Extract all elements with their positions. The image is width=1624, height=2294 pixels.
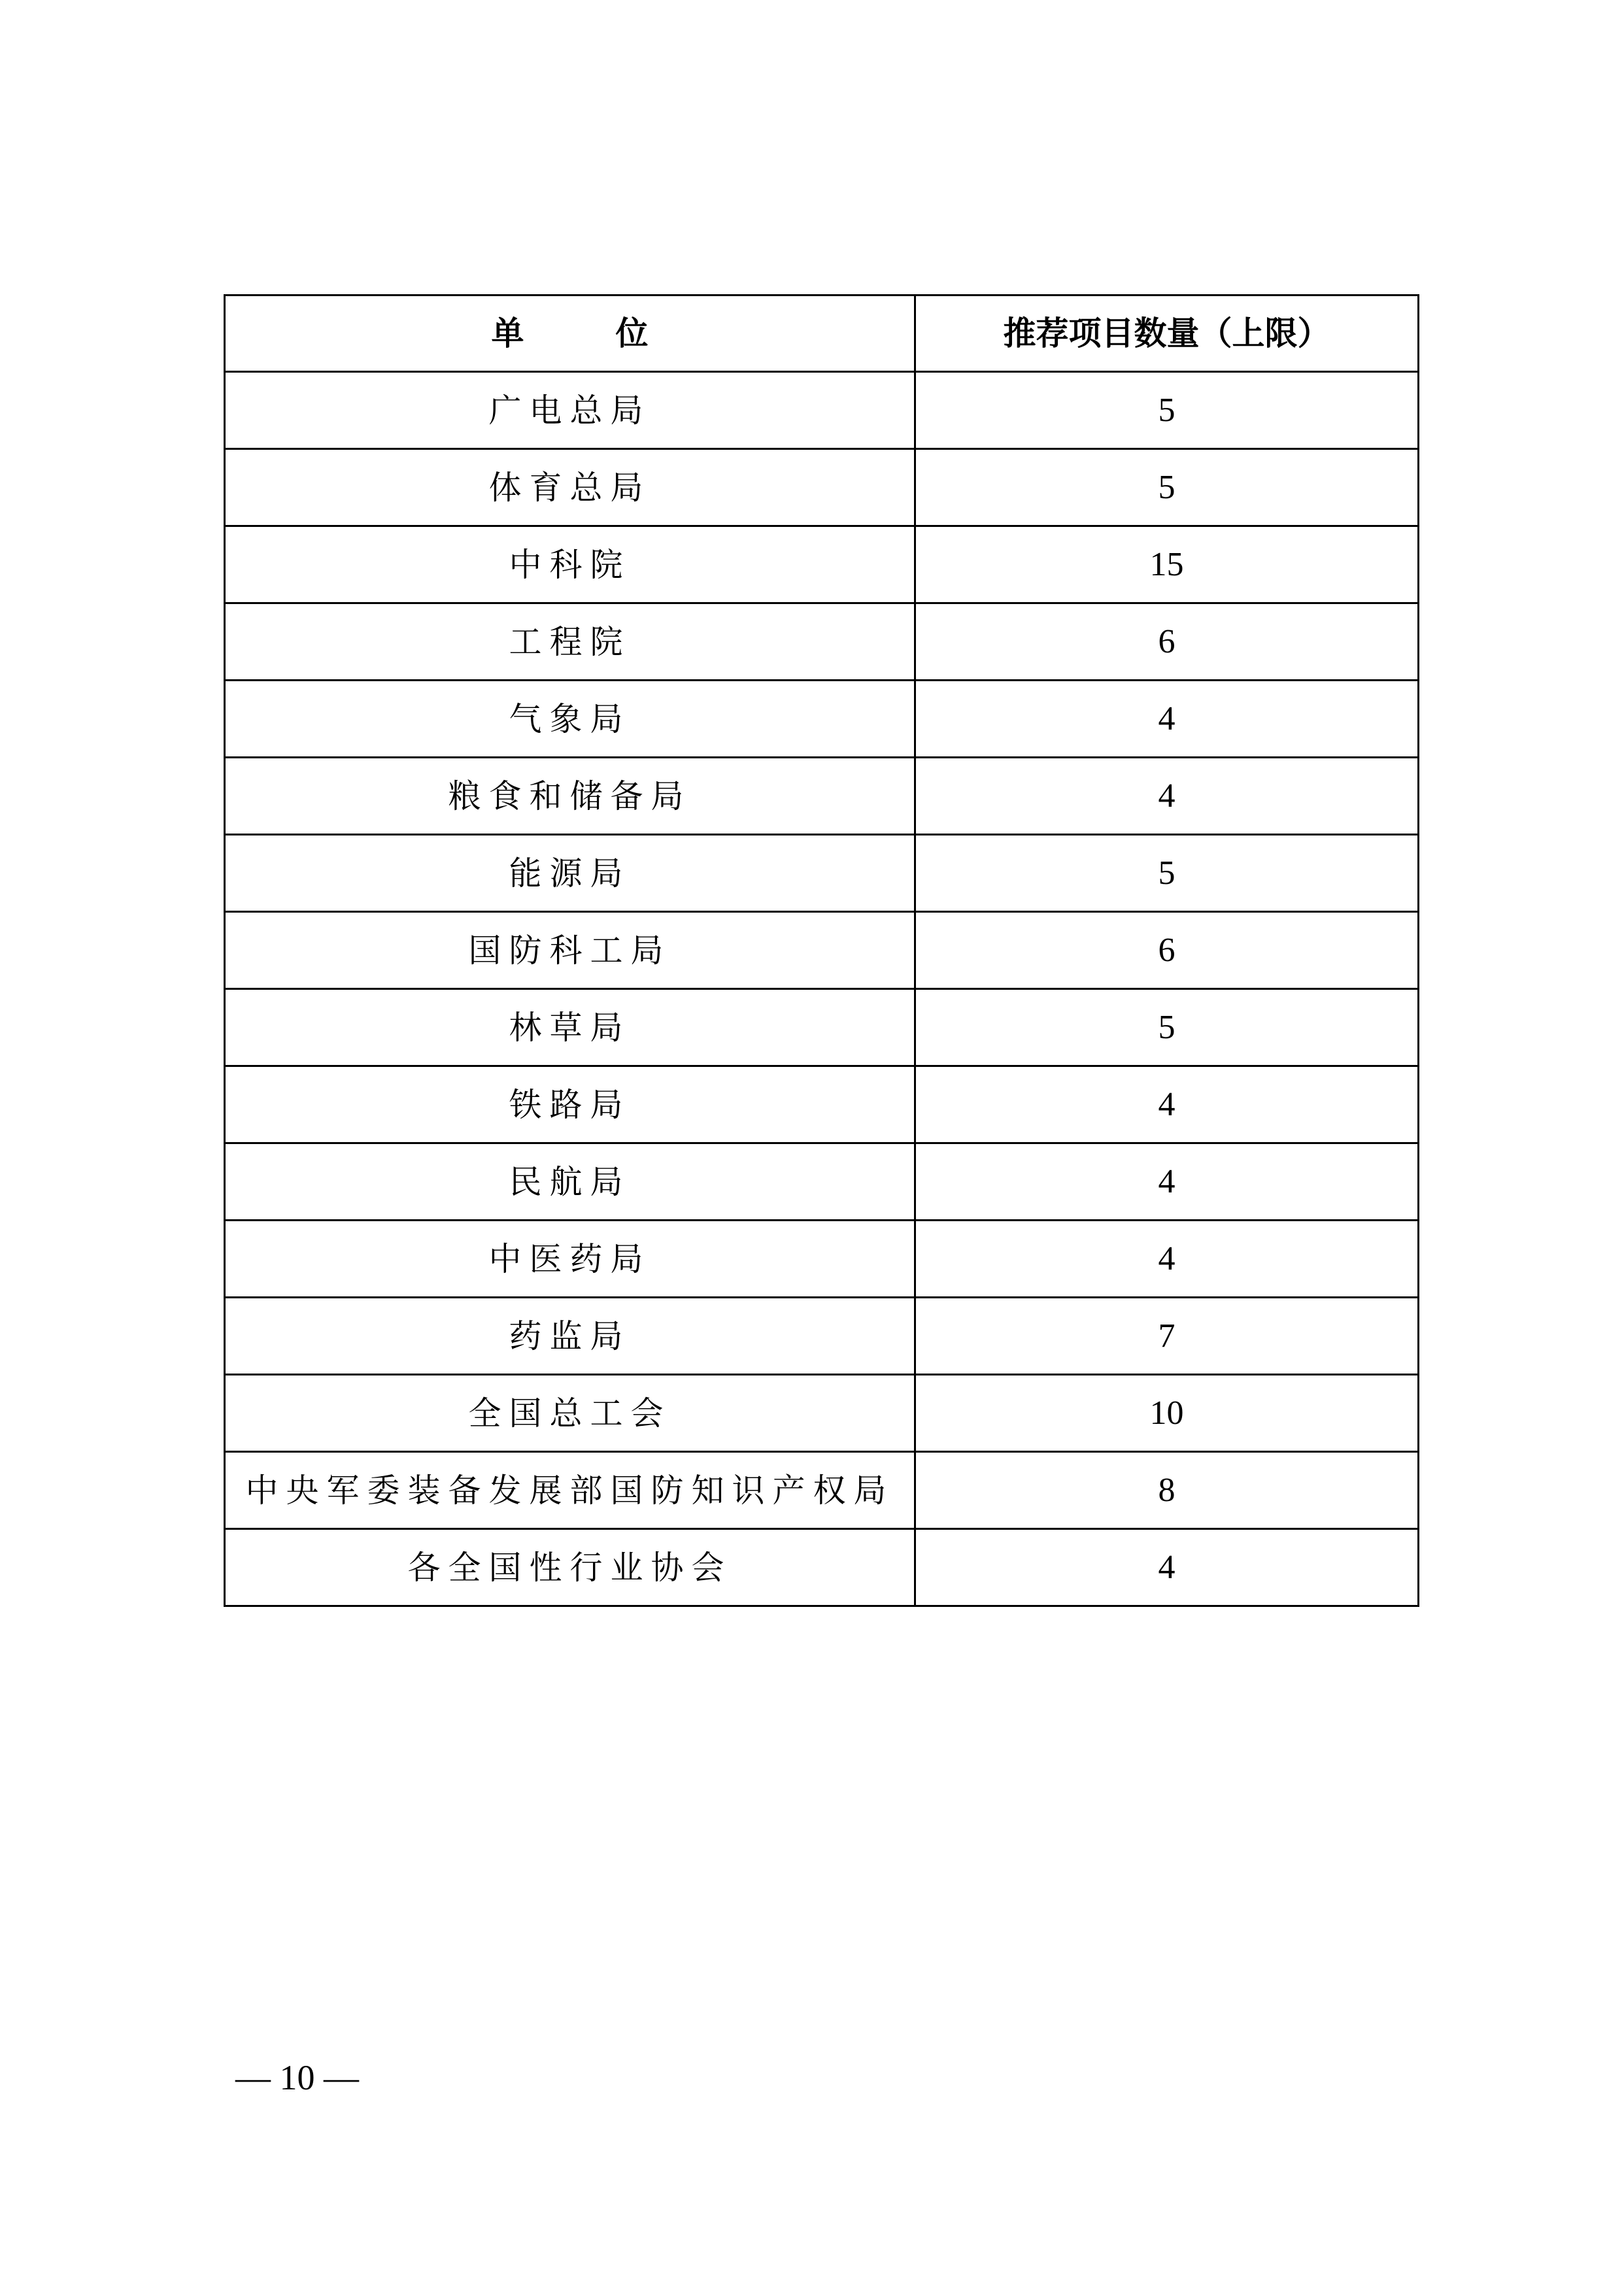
unit-cell: [225, 989, 915, 1066]
quota-value: 4: [1158, 777, 1176, 815]
table-row: [225, 758, 1419, 835]
unit-name: 各全国性行业协会: [407, 1548, 732, 1587]
header-unit: [225, 295, 915, 372]
unit-cell: [225, 835, 915, 912]
quota-cell: [915, 1375, 1419, 1452]
quota-value: 8: [1158, 1472, 1176, 1509]
unit-name: 广电总局: [488, 391, 651, 430]
unit-cell: [225, 1066, 915, 1143]
quota-cell: [915, 603, 1419, 681]
unit-cell: [225, 1452, 915, 1529]
quota-cell: [915, 1529, 1419, 1606]
table-row: [225, 1143, 1419, 1221]
table-row: [225, 1375, 1419, 1452]
header-unit-right: 位: [615, 314, 649, 352]
unit-cell: [225, 603, 915, 681]
table-row: [225, 1529, 1419, 1606]
quota-value: 4: [1158, 1549, 1176, 1586]
quota-cell: [915, 681, 1419, 758]
table-row: [225, 835, 1419, 912]
unit-cell: [225, 526, 915, 603]
unit-cell: [225, 758, 915, 835]
unit-cell: [225, 912, 915, 989]
table-row: [225, 1452, 1419, 1529]
unit-name: 体育总局: [488, 468, 651, 507]
table-row: [225, 1066, 1419, 1143]
quota-cell: [915, 526, 1419, 603]
quota-value: 6: [1158, 932, 1176, 969]
quota-value: 15: [1149, 546, 1184, 583]
unit-cell: [225, 449, 915, 526]
unit-name: 工程院: [509, 622, 631, 661]
quota-cell: [915, 1143, 1419, 1221]
quota-value: 4: [1158, 1086, 1176, 1123]
unit-name: 民航局: [509, 1162, 631, 1201]
quota-value: 4: [1158, 1163, 1176, 1200]
quota-value: 4: [1158, 1240, 1176, 1277]
unit-name: 中央军委装备发展部国防知识产权局: [245, 1471, 894, 1510]
unit-cell: [225, 1529, 915, 1606]
unit-name: 铁路局: [509, 1085, 631, 1124]
table-row: [225, 1298, 1419, 1375]
unit-name: 能源局: [509, 854, 631, 892]
quota-value: 5: [1158, 392, 1176, 429]
unit-name: 气象局: [509, 700, 631, 738]
quota-cell: [915, 372, 1419, 449]
unit-name: 中医药局: [488, 1240, 651, 1278]
quota-cell: [915, 835, 1419, 912]
unit-cell: [225, 1143, 915, 1221]
quota-value: 5: [1158, 469, 1176, 506]
table-row: [225, 372, 1419, 449]
unit-cell: [225, 1298, 915, 1375]
header-unit-left: 单: [491, 314, 524, 352]
quota-cell: [915, 912, 1419, 989]
quota-cell: [915, 1066, 1419, 1143]
page-number: — 10 —: [235, 2058, 359, 2097]
unit-name: 国防科工局: [468, 931, 671, 970]
quota-cell: [915, 1452, 1419, 1529]
unit-name: 粮食和储备局: [448, 777, 692, 815]
table-row: [225, 603, 1419, 681]
quota-table: [224, 294, 1419, 1607]
quota-value: 10: [1149, 1394, 1184, 1432]
quota-value: 6: [1158, 623, 1176, 660]
unit-name: 药监局: [509, 1317, 631, 1355]
unit-name: 林草局: [509, 1008, 631, 1047]
quota-cell: [915, 758, 1419, 835]
table-row: [225, 989, 1419, 1066]
quota-value: 4: [1158, 700, 1176, 737]
table-row: [225, 681, 1419, 758]
unit-name: 全国总工会: [468, 1394, 671, 1432]
unit-cell: [225, 1221, 915, 1298]
table-header-row: [225, 295, 1419, 372]
quota-cell: [915, 1221, 1419, 1298]
quota-cell: [915, 1298, 1419, 1375]
table-body: [225, 372, 1419, 1606]
quota-value: 5: [1158, 854, 1176, 892]
quota-cell: [915, 989, 1419, 1066]
unit-cell: [225, 681, 915, 758]
quota-cell: [915, 449, 1419, 526]
table-row: [225, 526, 1419, 603]
table-row: [225, 449, 1419, 526]
unit-cell: [225, 372, 915, 449]
unit-cell: [225, 1375, 915, 1452]
table-row: [225, 912, 1419, 989]
header-quota: 推荐项目数量（上限）: [915, 295, 1419, 372]
quota-value: 5: [1158, 1009, 1176, 1046]
quota-value: 7: [1158, 1317, 1176, 1355]
table-row: [225, 1221, 1419, 1298]
unit-name: 中科院: [509, 545, 631, 584]
